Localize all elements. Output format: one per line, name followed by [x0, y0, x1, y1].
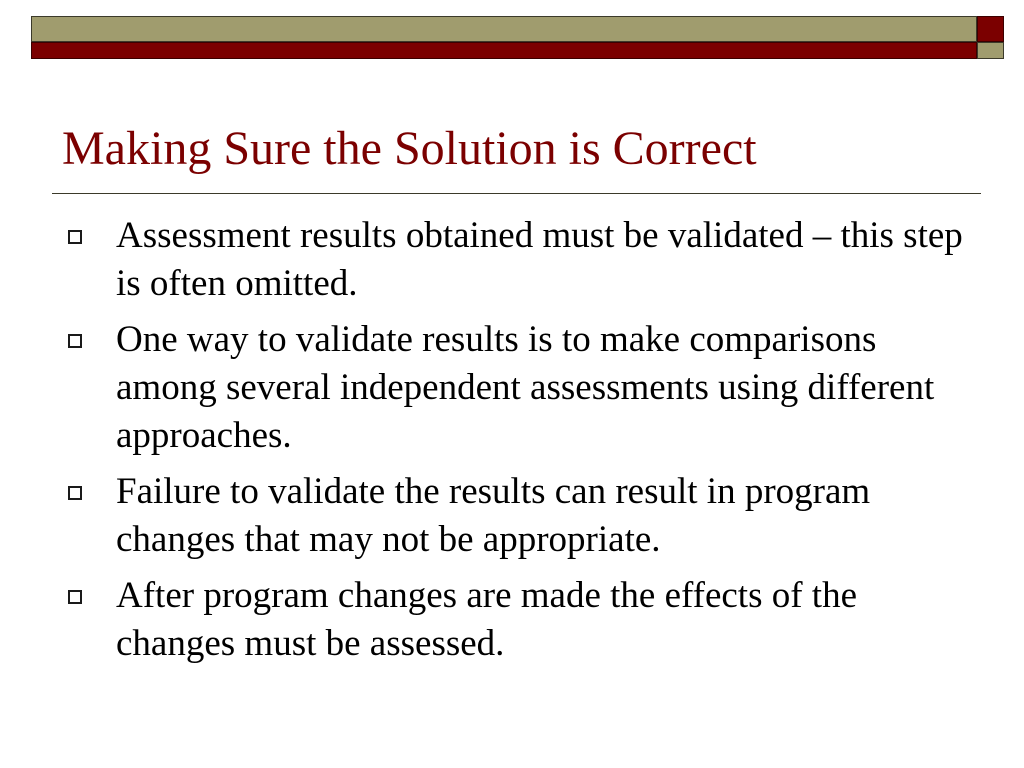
- hollow-square-icon: [68, 486, 82, 500]
- bullet-text: Failure to validate the results can result in program changes that may not be appropriate.: [116, 471, 871, 560]
- header-band-olive: [31, 16, 977, 42]
- bullet-item: [60, 572, 980, 668]
- hollow-square-icon: [68, 230, 82, 244]
- bullet-text: Assessment results obtained must be validated – this step is often omitted.: [116, 215, 963, 304]
- bullet-text: One way to validate results is to make comparisons among several independent assessments using different approaches.: [116, 319, 935, 456]
- corner-block-maroon: [977, 16, 1004, 42]
- bullet-list: [60, 212, 980, 676]
- bullet-item: [60, 468, 980, 564]
- hollow-square-icon: [68, 334, 82, 348]
- slide-title: Making Sure the Solution is Correct: [62, 122, 757, 175]
- title-divider: [52, 193, 981, 194]
- header-band-maroon: [31, 42, 977, 59]
- bullet-item: [60, 316, 980, 460]
- bullet-text: After program changes are made the effects of the changes must be assessed.: [116, 575, 858, 664]
- bullet-item: [60, 212, 980, 308]
- corner-block-olive: [977, 42, 1004, 59]
- hollow-square-icon: [68, 590, 82, 604]
